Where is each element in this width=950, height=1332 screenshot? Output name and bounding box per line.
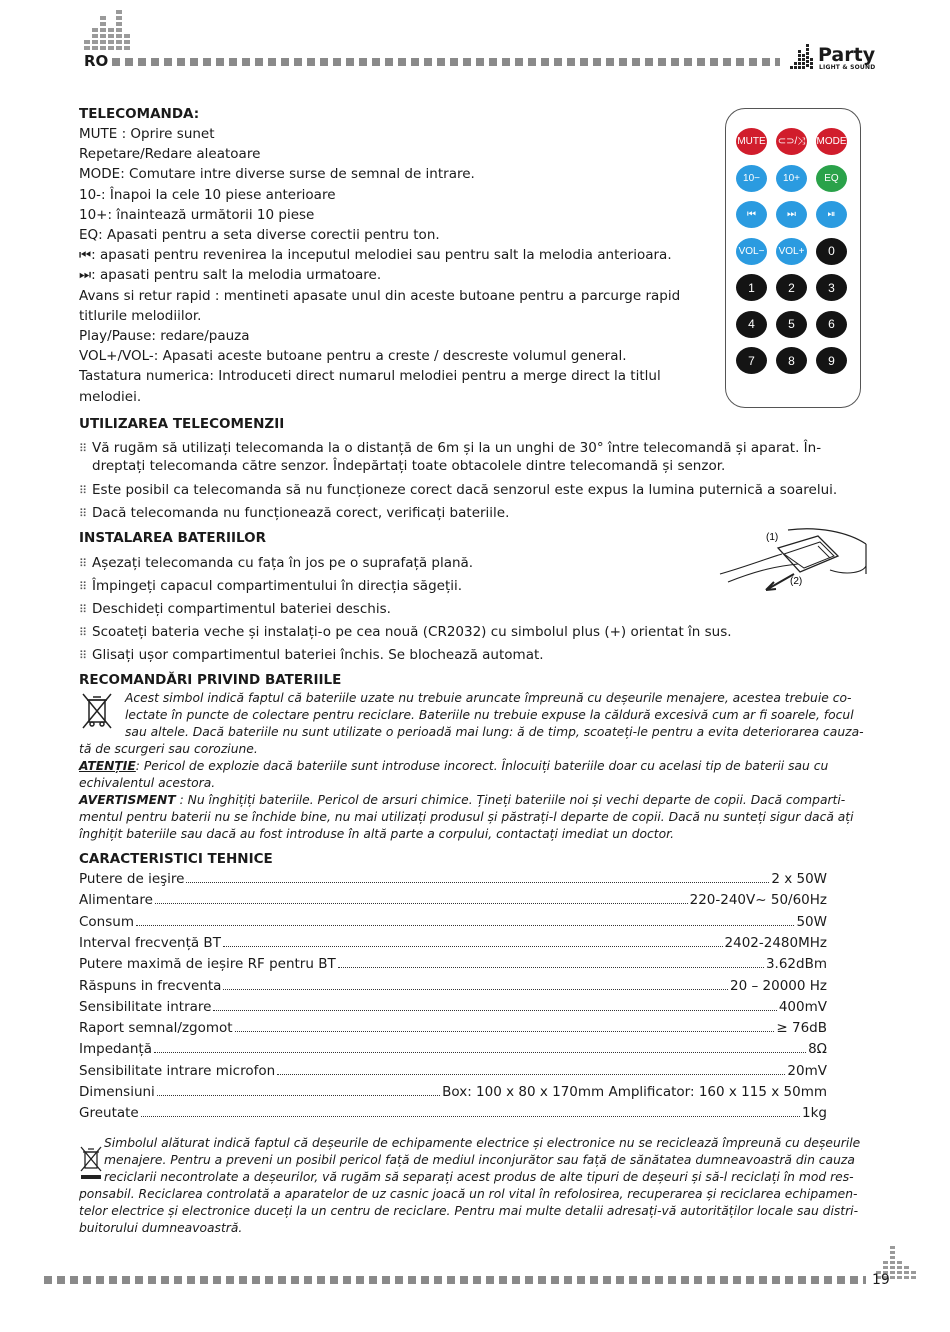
bullet-icon: ⠿	[79, 649, 88, 662]
telecomanda-title: TELECOMANDA:	[79, 106, 200, 122]
recomandari-text: Acest simbol indică faptul că bateriile uzate nu trebuie aruncate împreună cu deșeurile menajere, acestea trebuie co-	[125, 691, 852, 705]
recomandari-text: tă de scurgeri sau coroziune.	[79, 742, 258, 756]
telecomanda-line: titlurile melodiilor.	[79, 307, 202, 324]
spec-leader	[223, 989, 728, 990]
header-divider	[112, 58, 780, 66]
remote-button: 2	[776, 274, 807, 301]
spec-row	[79, 1079, 827, 1100]
remote-button: VOL−	[736, 238, 767, 265]
brand-bars-icon	[788, 40, 818, 74]
remote-button: 8	[776, 347, 807, 374]
weee-text: reciclarii necontrolate a deșeurilor, vă rugăm să separați acest produs de alte tipuri de deșeuri și să-l reciclați în mod res-	[104, 1170, 854, 1184]
footer-divider	[44, 1276, 866, 1284]
remote-button: ⏯	[816, 201, 847, 228]
atentie-text-2: echivalentul acestora.	[79, 776, 216, 790]
instalare-text: Glisați ușor compartimentul bateriei închis. Se blochează automat.	[92, 647, 544, 663]
spec-row	[79, 973, 827, 994]
spec-row	[79, 1100, 827, 1121]
spec-row	[79, 1036, 827, 1057]
remote-button: MODE	[816, 128, 847, 155]
bullet-icon: ⠿	[79, 557, 88, 570]
bullet-icon: ⠿	[79, 484, 88, 497]
spec-label: Interval frecvență BT	[79, 934, 221, 951]
spec-label: Consum	[79, 913, 134, 930]
spec-value: ≥ 76dB	[776, 1020, 827, 1037]
brand-logo	[788, 40, 878, 76]
telecomanda-line: melodiei.	[79, 388, 142, 405]
remote-button: 10−	[736, 165, 767, 192]
remote-button: EQ	[816, 165, 847, 192]
remote-button: 1	[736, 274, 767, 301]
bullet-icon: ⠿	[79, 626, 88, 639]
language-code: RO	[84, 52, 109, 70]
atentie-line	[79, 758, 828, 775]
spec-row	[79, 887, 827, 908]
telecomanda-line: VOL+/VOL-: Apasati aceste butoane pentru a creste / descreste volumul general.	[79, 348, 627, 365]
brand-name: Party	[818, 44, 876, 66]
spec-row	[79, 866, 827, 887]
instalare-text: Împingeți capacul compartimentului în direcția săgeții.	[92, 578, 463, 594]
page-number: 19	[872, 1272, 890, 1288]
recomandari-text: sau altele. Dacă bateriile nu sunt utilizate o perioadă mai lung: ă de timp, scoateți-le pentru a evita deteriorarea cauza-	[125, 725, 864, 739]
utilizare-text: Dacă telecomanda nu funcționează corect, verificați bateriile.	[92, 505, 510, 521]
brand-subtitle: LIGHT & SOUND	[819, 64, 876, 71]
remote-button: ⏮	[736, 201, 767, 228]
remote-button: 7	[736, 347, 767, 374]
telecomanda-line: MUTE : Oprire sunet	[79, 126, 215, 142]
instalare-item	[79, 576, 462, 597]
bullet-icon: ⠿	[79, 603, 88, 616]
bullet-icon: ⠿	[79, 580, 88, 593]
spec-leader	[186, 882, 769, 883]
avertisment-text-3: înghițit bateriile sau dacă au fost introduse în altă parte a corpului, contactați imediat un doctor.	[79, 827, 674, 841]
remote-button: 3	[816, 274, 847, 301]
weee-text: ponsabil. Reciclarea controlată a aparatelor de uz casnic joacă un rol vital în refolosirea, recuperarea și reciclarea echipamen-	[79, 1187, 858, 1201]
spec-row	[79, 909, 827, 930]
telecomanda-line: 10-: Înapoi la cele 10 piese anterioare	[79, 186, 336, 203]
spec-leader	[277, 1074, 785, 1075]
avertisment-text: : Nu înghițiți bateriile. Pericol de arsuri chimice. Țineți bateriile noi și vechi departe de copii. Dacă comparti-	[175, 793, 846, 807]
spec-row	[79, 994, 827, 1015]
bullet-icon: ⠿	[79, 442, 88, 455]
spec-leader	[155, 903, 688, 904]
spec-value: 8Ω	[808, 1041, 827, 1058]
remote-button: ⏭	[776, 201, 807, 228]
recomandari-title: RECOMANDĂRI PRIVIND BATERIILE	[79, 672, 342, 688]
crossed-bin-icon	[80, 692, 114, 730]
avertisment-line	[79, 792, 845, 809]
spec-label: Alimentare	[79, 892, 153, 909]
spec-leader	[223, 946, 723, 947]
telecomanda-line: ⏮: apasati pentru revenirea la inceputul melodiei sau pentru salt la melodia anterioara.	[79, 247, 672, 264]
utilizare-text: Este posibil ca telecomanda să nu funcționeze corect dacă senzorul este expus la lumina puternică a soarelui.	[92, 482, 838, 498]
spec-value: Box: 100 x 80 x 170mm Amplificator: 160 x 115 x 50mm	[442, 1084, 827, 1100]
instalare-text: Scoateți bateria veche și instalați-o pe cea nouă (CR2032) cu simbolul plus (+) orientat în sus.	[92, 624, 732, 640]
remote-button: VOL+	[776, 238, 807, 265]
remote-button: 4	[736, 311, 767, 338]
telecomanda-line: Repetare/Redare aleatoare	[79, 146, 261, 163]
utilizare-item	[79, 503, 509, 524]
instalare-text: Deschideți compartimentul bateriei deschis.	[92, 601, 391, 617]
instalare-item	[79, 553, 473, 574]
telecomanda-line: Avans si retur rapid : mentineti apasate unul din aceste butoane pentru a parcurge rapid	[79, 287, 681, 304]
avertisment-text-2: mentul pentru baterii nu se închide bine, nu mai utilizați produsul și păstrați-l departe de copii. Dacă nu sunteți sigur dacă ați	[79, 810, 854, 824]
remote-button: 9	[816, 347, 847, 374]
telecomanda-line: Play/Pause: redare/pauza	[79, 328, 250, 344]
caracteristici-title: CARACTERISTICI TEHNICE	[79, 851, 273, 867]
weee-text: telor electrice și electronice duceți la un centru de reciclare. Pentru mai multe detalii adresați-vă autorităților locale sau distri-	[79, 1204, 859, 1218]
instalare-item	[79, 622, 732, 643]
spec-label: Putere de ieşire	[79, 871, 185, 887]
spec-row	[79, 930, 827, 951]
telecomanda-line: MODE: Comutare intre diverse surse de semnal de intrare.	[79, 166, 475, 183]
remote-button: ⊂⊃/⤨	[776, 128, 807, 155]
telecomanda-line: 10+: înaintează următorii 10 piese	[79, 206, 315, 223]
spec-label: Sensibilitate intrare microfon	[79, 1062, 276, 1079]
remote-button: 6	[816, 311, 847, 338]
spec-row	[79, 1058, 827, 1079]
telecomanda-line: EQ: Apasati pentru a seta diverse corectii pentru ton.	[79, 227, 440, 243]
spec-label: Raport semnal/zgomot	[79, 1020, 233, 1037]
spec-leader	[136, 925, 794, 926]
avertisment-label: AVERTISMENT	[79, 793, 176, 807]
recomandari-text: lectate în puncte de colectare pentru reciclare. Bateriile nu trebuie expuse la căldură excesivă cum ar fi soarele, focul	[125, 708, 854, 722]
instalare-item	[79, 599, 391, 620]
spec-leader	[235, 1031, 775, 1032]
spec-value: 400mV	[778, 998, 827, 1015]
spec-label: Sensibilitate intrare	[79, 998, 212, 1015]
spec-value: 220-240V~ 50/60Hz	[689, 892, 827, 909]
fig-label-2: (2)	[790, 576, 803, 587]
weee-text: menajere. Pentru a preveni un posibil pericol față de mediul inconjurător sau față de sănătatea dumneavoastră din cauza	[104, 1153, 855, 1167]
instalare-item	[79, 645, 544, 666]
battery-figure-icon	[718, 526, 870, 602]
remote-button: 5	[776, 311, 807, 338]
spec-leader	[154, 1052, 806, 1053]
weee-text: Simbolul alăturat indică faptul că deșeurile de echipamente electrice și electronice nu se reciclează împreună cu deșeurile	[104, 1136, 861, 1150]
spec-value: 2 x 50W	[771, 871, 827, 887]
spec-value: 2402-2480MHz	[724, 934, 827, 951]
fig-label-1: (1)	[766, 532, 779, 543]
spec-value: 1kg	[802, 1105, 827, 1122]
spec-value: 3.62dBm	[765, 956, 827, 973]
spec-leader	[141, 1116, 800, 1117]
utilizare-text: dreptați telecomanda către senzor. Îndepărtați toate obtacolele dintre telecomandă și senzor.	[92, 458, 726, 474]
atentie-label: ATENȚIE	[79, 759, 136, 773]
spec-label: Putere maximă de ieșire RF pentru BT	[79, 956, 336, 973]
logo-bars-icon	[82, 6, 142, 56]
utilizare-text: Vă rugăm să utilizați telecomanda la o distanță de 6m și la un unghi de 30° între telecomandă și aparat. În-	[92, 440, 822, 456]
spec-leader	[338, 967, 764, 968]
remote-illustration	[725, 108, 861, 408]
spec-value: 50W	[796, 913, 827, 930]
remote-button: MUTE	[736, 128, 767, 155]
utilizare-item-cont	[92, 456, 725, 476]
telecomanda-line: Tastatura numerica: Introduceti direct numarul melodiei pentru a merge direct la titlul	[79, 368, 661, 385]
spec-label: Greutate	[79, 1105, 139, 1122]
atentie-text: : Pericol de explozie dacă bateriile sunt introduse incorect. Înlocuiți bateriile doar cu acelasi tip de baterii sau cu	[135, 759, 829, 773]
spec-leader	[213, 1010, 776, 1011]
instalare-text: Așezați telecomanda cu fața în jos pe o suprafață plană.	[92, 555, 474, 571]
spec-value: 20mV	[787, 1062, 827, 1079]
spec-label: Dimensiuni	[79, 1084, 155, 1100]
telecomanda-line: ⏭: apasati pentru salt la melodia urmatoare.	[79, 267, 382, 284]
spec-label: Impedanță	[79, 1041, 152, 1058]
remote-button: 0	[816, 238, 847, 265]
spec-leader	[157, 1095, 440, 1096]
utilizare-title: UTILIZAREA TELECOMENZII	[79, 416, 285, 432]
remote-button: 10+	[776, 165, 807, 192]
weee-text: buitorului dumneavoastră.	[79, 1221, 243, 1235]
bullet-icon: ⠿	[79, 507, 88, 520]
spec-label: Răspuns in frecventa	[79, 977, 222, 994]
weee-bin-icon	[80, 1146, 102, 1182]
spec-value: 20 – 20000 Hz	[730, 977, 827, 994]
utilizare-item	[79, 480, 837, 501]
spec-row	[79, 951, 827, 972]
instalare-title: INSTALAREA BATERIILOR	[79, 530, 267, 546]
spec-row	[79, 1015, 827, 1036]
